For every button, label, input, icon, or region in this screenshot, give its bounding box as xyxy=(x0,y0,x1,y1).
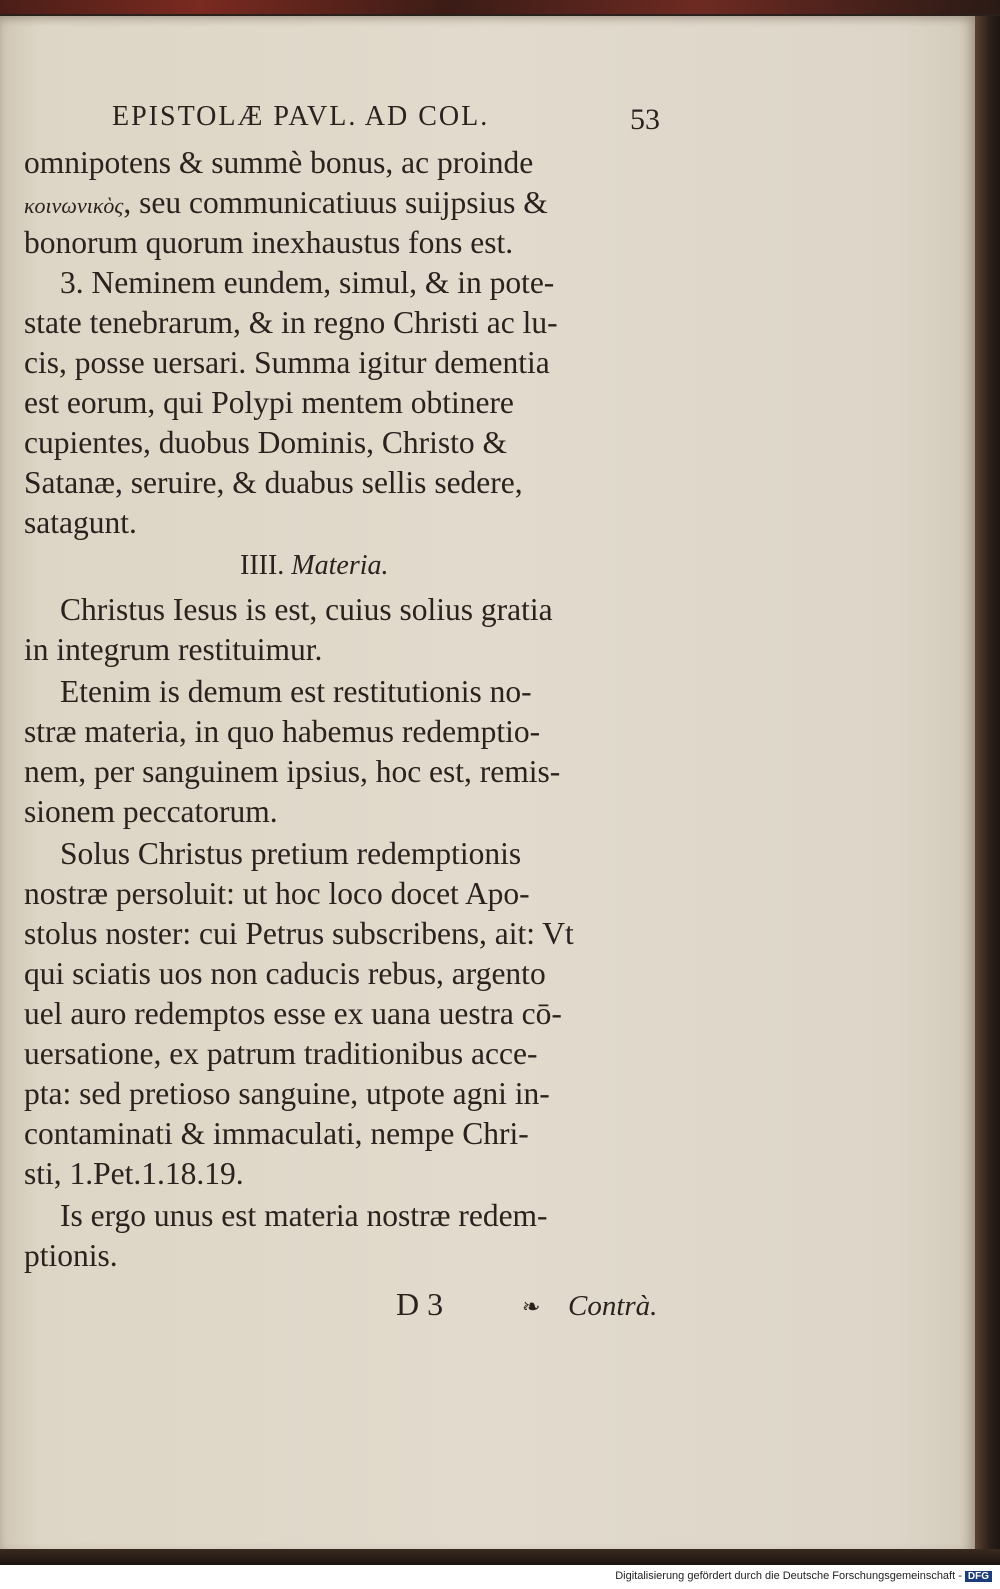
text-line: uersatione, ex patrum traditionibus acce- xyxy=(24,1036,538,1071)
section-numeral: IIII. xyxy=(240,550,285,581)
text-line: sionem peccatorum. xyxy=(24,794,278,829)
text-line xyxy=(24,183,548,226)
text-line: cis, posse uersari. Summa igitur dementia xyxy=(24,345,550,380)
text-line: nem, per sanguinem ipsius, hoc est, remis- xyxy=(24,754,561,789)
text-line: ptionis. xyxy=(24,1238,118,1273)
text-line: Is ergo unus est materia nostræ redem- xyxy=(60,1198,548,1233)
greek-word: κοινωνικὸς xyxy=(24,193,124,218)
text-line: Solus Christus pretium redemptionis xyxy=(60,836,522,871)
text-line: cupientes, duobus Dominis, Christo & xyxy=(24,425,507,460)
text-line: Etenim is demum est restitutionis no- xyxy=(60,674,532,709)
section-title: Materia. xyxy=(291,550,389,581)
text-line: est eorum, qui Polypi mentem obtinere xyxy=(24,385,514,420)
digitization-credit xyxy=(615,1570,992,1582)
text-line: stolus noster: cui Petrus subscribens, ait: Vt xyxy=(24,916,574,951)
text-line: qui sciatis uos non caducis rebus, argento xyxy=(24,956,546,991)
signature-mark: D 3 xyxy=(396,1286,444,1322)
text-line: satagunt. xyxy=(24,505,137,540)
section-heading xyxy=(240,550,389,582)
text-line: stræ materia, in quo habemus redemptio- xyxy=(24,714,541,749)
page-number: 53 xyxy=(630,103,660,136)
running-title: EPISTOLÆ PAVL. AD COL. xyxy=(112,101,490,132)
text-line: 3. Neminem eundem, simul, & in pote- xyxy=(60,265,555,300)
text-line: contaminati & immaculati, nempe Chri- xyxy=(24,1116,529,1151)
text-line: sti, 1.Pet.1.18.19. xyxy=(24,1156,244,1191)
page-edge-right xyxy=(975,16,1000,1553)
text-line: bonorum quorum inexhaustus fons est. xyxy=(24,225,514,260)
text-line: uel auro redemptos esse ex uana uestra cō- xyxy=(24,996,562,1031)
text-line-rest: , seu communicatiuus suijpsius & xyxy=(123,185,548,220)
text-line: omnipotens & summè bonus, ac proinde xyxy=(24,145,534,180)
page-edge-bottom xyxy=(0,1549,1000,1565)
text-line: in integrum restituimur. xyxy=(24,632,323,667)
text-line: Satanæ, seruire, & duabus sellis sedere, xyxy=(24,465,523,500)
binding-strip xyxy=(0,0,1000,14)
catchword: Contrà. xyxy=(568,1290,658,1322)
text-line: Christus Iesus is est, cuius solius gratia xyxy=(60,592,553,627)
credit-text: Digitalisierung gefördert durch die Deutsche Forschungsgemeinschaft - xyxy=(615,1570,962,1582)
ornament-mark: ❧ xyxy=(522,1294,541,1319)
text-line: pta: sed pretioso sanguine, utpote agni in- xyxy=(24,1076,550,1111)
text-line: state tenebrarum, & in regno Christi ac lu- xyxy=(24,305,558,340)
text-line: nostræ persoluit: ut hoc loco docet Apo- xyxy=(24,876,530,911)
dfg-logo: DFG xyxy=(965,1571,992,1582)
